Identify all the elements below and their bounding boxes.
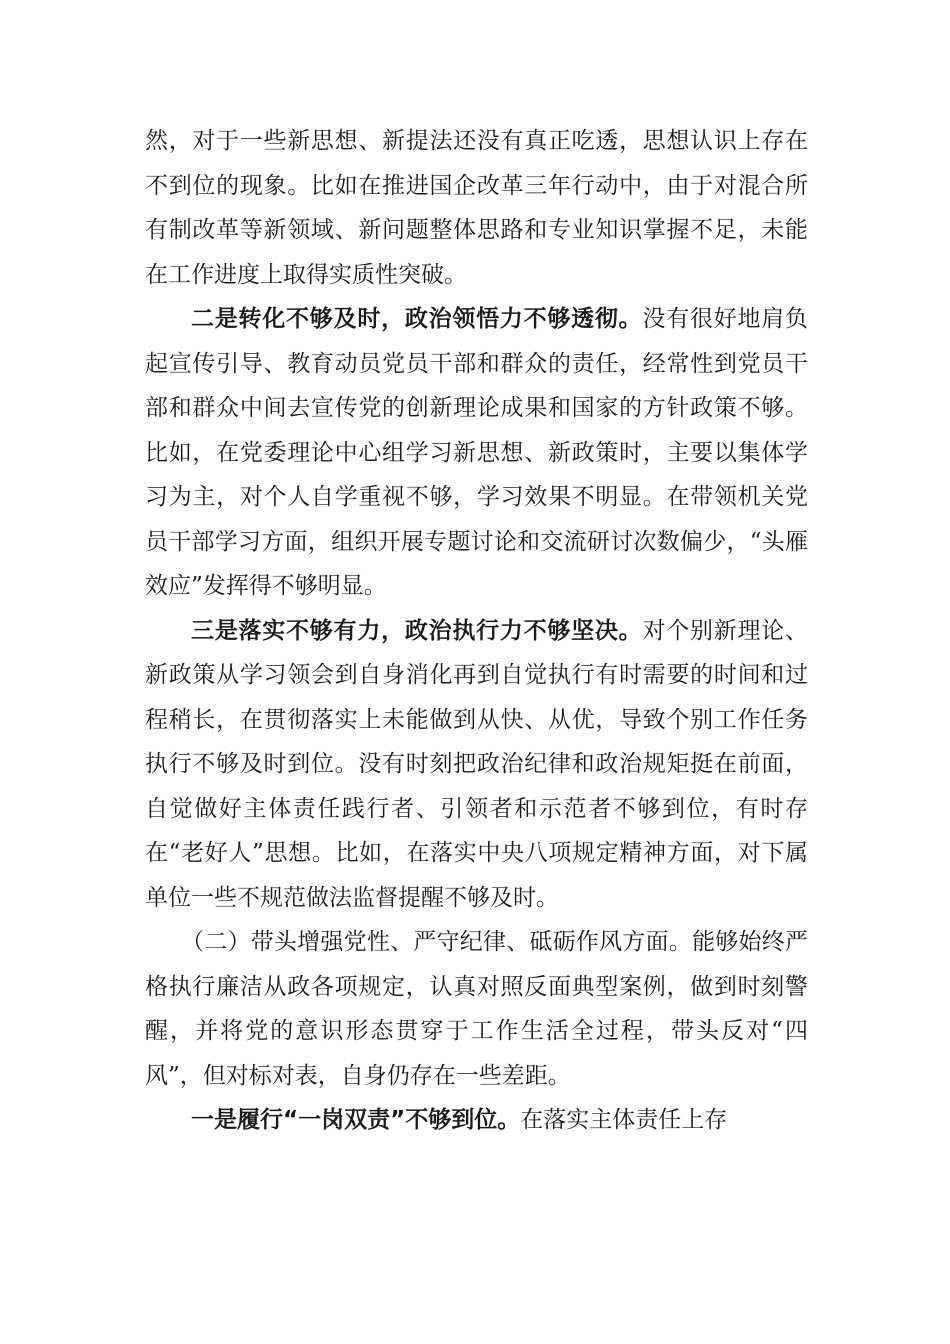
paragraph-body: 对个别新理论、新政策从学习领会到自身消化再到自觉执行有时需要的时间和过程稍长，在贯彻落实上未能做到从快、从优，导致个别工作任务执行不够及时到位。没有时刻把政治纪律和政治规矩挺在前面，自觉做好主体责任践行者、引领者和示范者不够到位，有时存在“老好人”思想。比如，在落实中央八项规定精神方面，对下属单位一些不规范做法监督提醒不够及时。 <box>145 617 809 911</box>
paragraph-continuation <box>145 119 808 297</box>
paragraph-point-one <box>145 1098 808 1143</box>
paragraph-body: 没有很好地肩负起宣传引导、教育动员党员干部和群众的责任，经常性到党员干部和群众中间去宣传党的创新理论成果和国家的方针政策不够。比如，在党委理论中心组学习新思想、新政策时，主要以集体学习为主，对个人自学重视不够，学习效果不明显。在带领机关党员干部学习方面，组织开展专题讨论和交流研讨次数偏少，“头雁效应”发挥得不够明显。 <box>145 306 809 599</box>
paragraph-section-two <box>145 920 808 1098</box>
paragraph-lead-heading: 一是履行“一岗双责”不够到位。 <box>191 1107 521 1133</box>
paragraph-lead-heading: 二是转化不够及时，政治领悟力不够透彻。 <box>191 306 643 332</box>
paragraph-body: 在落实主体责任上存 <box>520 1107 728 1133</box>
paragraph-point-two <box>145 297 808 609</box>
paragraph-body: 能够始终严格执行廉洁从政各项规定，认真对照反面典型案例，做到时刻警醒，并将党的意识形态贯穿于工作生活全过程，带头反对“四风”，但对标对表，自身仍存在一些差距。 <box>145 929 809 1089</box>
paragraph-body: 然，对于一些新思想、新提法还没有真正吃透，思想认识上存在不到位的现象。比如在推进国企改革三年行动中，由于对混合所有制改革等新领域、新问题整体思路和专业知识掌握不足，未能在工作进度上取得实质性突破。 <box>145 128 808 288</box>
section-heading: （二）带头增强党性、严守纪律、砥砺作风方面。 <box>181 929 693 955</box>
paragraph-point-three <box>145 609 808 921</box>
document-page <box>145 119 808 1143</box>
paragraph-lead-heading: 三是落实不够有力，政治执行力不够坚决。 <box>191 617 643 644</box>
